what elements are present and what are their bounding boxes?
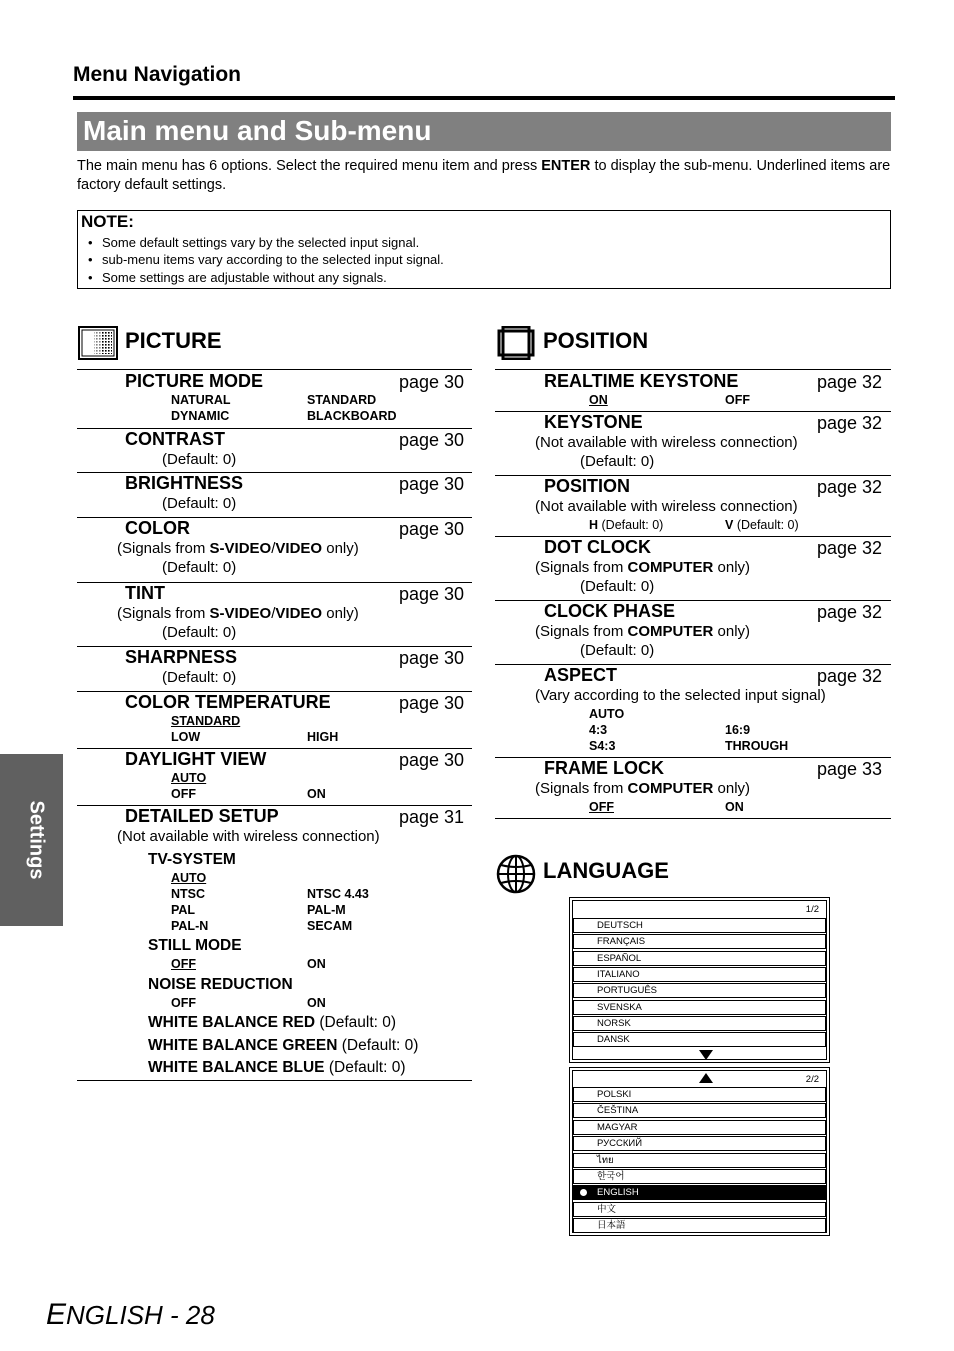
item-label: TINT — [125, 583, 165, 603]
wireless-note: (Not available with wireless connection) — [535, 434, 798, 451]
option: OFF — [725, 393, 750, 407]
color-temperature-item — [77, 692, 472, 749]
page-ref: page 30 — [399, 430, 465, 450]
option: NTSC — [171, 887, 206, 901]
aspect-item — [495, 665, 891, 758]
language-option[interactable]: 한국어 — [573, 1169, 826, 1184]
page-ref: page 31 — [399, 807, 465, 827]
option: THROUGH — [725, 739, 789, 753]
page-title: Main menu and Sub-menu — [83, 115, 432, 146]
default-note: (Default: 0) — [162, 495, 237, 512]
sharpness-item — [77, 647, 472, 692]
aspect-note: (Vary according to the selected input signal) — [535, 687, 826, 704]
title-bar — [77, 112, 891, 151]
default-note: (Default: 0) — [162, 451, 237, 468]
top-rule — [73, 96, 895, 100]
language-option[interactable]: MAGYAR — [573, 1120, 826, 1135]
item-label: DOT CLOCK — [544, 537, 651, 557]
option: AUTO — [589, 707, 625, 721]
signal-note: (Signals from S-VIDEO/VIDEO only) — [117, 540, 359, 557]
item-label: DAYLIGHT VIEW — [125, 749, 267, 769]
item-label: COLOR — [125, 518, 190, 538]
note-item: • Some default settings vary by the selected input signal. — [102, 235, 419, 250]
option: DYNAMIC — [171, 409, 230, 423]
default-note: (Default: 0) — [162, 669, 237, 686]
item-label: CLOCK PHASE — [544, 601, 676, 621]
option: ON — [307, 996, 326, 1010]
option: ON — [307, 787, 326, 801]
language-option[interactable]: ไทย — [573, 1153, 826, 1168]
option: BLACKBOARD — [307, 409, 397, 423]
picture-mode-item — [77, 370, 472, 429]
option-default: ON — [589, 393, 608, 407]
item-label: POSITION — [544, 476, 631, 496]
dot-clock-item — [495, 537, 891, 601]
item-label: ASPECT — [544, 665, 618, 685]
option: SECAM — [307, 919, 353, 933]
sub-item-label: TV-SYSTEM — [148, 851, 236, 868]
wireless-note: (Not available with wireless connection) — [535, 498, 798, 515]
note-item: • Some settings are adjustable without any signals. — [102, 270, 387, 285]
page-indicator: 2/2 — [805, 1074, 819, 1085]
page-ref: page 32 — [817, 477, 883, 497]
clock-phase-item — [495, 601, 891, 665]
language-option[interactable]: РУССКИЙ — [573, 1136, 826, 1151]
language-option[interactable]: POLSKI — [573, 1087, 826, 1102]
settings-side-tab — [0, 754, 63, 926]
item-label: REALTIME KEYSTONE — [544, 371, 739, 391]
language-option[interactable]: ESPAÑOL — [573, 951, 826, 966]
note-title: NOTE: — [81, 212, 134, 231]
item-label: FRAME LOCK — [544, 758, 664, 778]
note-item: • sub-menu items vary according to the selected input signal. — [102, 252, 444, 267]
frame-lock-item — [495, 758, 891, 819]
picture-icon — [78, 326, 118, 360]
item-label: COLOR TEMPERATURE — [125, 692, 331, 712]
language-option[interactable]: PORTUGUÊS — [573, 983, 826, 998]
page-ref: page 32 — [817, 413, 883, 433]
option: PAL-M — [307, 903, 346, 917]
signal-note: (Signals from COMPUTER only) — [535, 559, 751, 576]
daylight-view-item — [77, 749, 472, 806]
option: OFF — [171, 787, 196, 801]
option: 4:3 — [589, 723, 608, 737]
option: NTSC 4.43 — [307, 887, 369, 901]
note-box — [77, 210, 891, 289]
page-ref: page 32 — [817, 372, 883, 392]
default-note: (Default: 0) — [580, 453, 655, 470]
page-ref: page 30 — [399, 750, 465, 770]
option: ON — [307, 957, 326, 971]
page-ref: page 32 — [817, 602, 883, 622]
page-ref: page 32 — [817, 538, 883, 558]
globe-icon — [496, 854, 536, 894]
option-default: STANDARD — [171, 714, 241, 728]
page-ref: page 30 — [399, 584, 465, 604]
page-ref: page 33 — [817, 759, 883, 779]
page-indicator: 1/2 — [805, 904, 819, 915]
contrast-item — [77, 429, 472, 473]
option-default: OFF — [589, 800, 614, 814]
option: OFF — [171, 996, 196, 1010]
section-label: Menu Navigation — [73, 63, 242, 86]
language-option[interactable]: DANSK — [573, 1032, 826, 1047]
scroll-up-icon[interactable] — [699, 1073, 713, 1083]
picture-menu — [77, 369, 472, 1081]
wb-green: WHITE BALANCE GREEN (Default: 0) — [148, 1037, 419, 1054]
page-ref: page 32 — [817, 666, 883, 686]
option-default: AUTO — [171, 871, 207, 885]
language-list-page-2 — [569, 1067, 830, 1236]
sub-item-label: NOISE REDUCTION — [148, 976, 293, 993]
color-item — [77, 518, 472, 583]
signal-note: (Signals from COMPUTER only) — [535, 780, 751, 797]
page-ref: page 30 — [399, 372, 465, 392]
default-note: (Default: 0) — [580, 578, 655, 595]
item-label: KEYSTONE — [544, 412, 643, 432]
language-option[interactable]: ITALIANO — [573, 967, 826, 982]
default-note: (Default: 0) — [162, 559, 237, 576]
position-item — [495, 476, 891, 537]
item-label: DETAILED SETUP — [125, 806, 279, 826]
default-note: (Default: 0) — [580, 642, 655, 659]
page-ref: page 30 — [399, 519, 465, 539]
item-label: BRIGHTNESS — [125, 473, 244, 493]
wb-red: WHITE BALANCE RED (Default: 0) — [148, 1014, 397, 1031]
wireless-note: (Not available with wireless connection) — [117, 828, 380, 845]
option: PAL-N — [171, 919, 209, 933]
language-option[interactable]: DEUTSCH — [573, 918, 826, 933]
realtime-keystone-item — [495, 370, 891, 412]
option-default: OFF — [171, 957, 196, 971]
option: ON — [725, 800, 744, 814]
page-ref: page 30 — [399, 693, 465, 713]
page-ref: page 30 — [399, 474, 465, 494]
default-note: (Default: 0) — [162, 624, 237, 641]
item-label: PICTURE MODE — [125, 371, 264, 391]
keystone-item — [495, 412, 891, 476]
option: 16:9 — [725, 723, 751, 737]
option: NATURAL — [171, 393, 231, 407]
intro-text: The main menu has 6 options. Select the required menu item and press ENTER to display the sub-menu. Underlined items are factory default settings. — [77, 158, 891, 193]
detailed-setup-item — [77, 806, 472, 1081]
brightness-item — [77, 473, 472, 518]
option: S4:3 — [589, 739, 616, 753]
position-menu — [495, 369, 891, 819]
option: LOW — [171, 730, 201, 744]
language-option[interactable]: NORSK — [573, 1016, 826, 1031]
option: HIGH — [307, 730, 339, 744]
scroll-down-icon[interactable] — [699, 1050, 713, 1060]
language-option[interactable]: ČEŠTINA — [573, 1103, 826, 1118]
language-option[interactable]: 日本語 — [573, 1218, 826, 1233]
option-default: AUTO — [171, 771, 207, 785]
language-option[interactable]: FRANÇAIS — [573, 934, 826, 949]
v-default: V (Default: 0) — [725, 518, 799, 532]
signal-note: (Signals from COMPUTER only) — [535, 623, 751, 640]
page-ref: page 30 — [399, 648, 465, 668]
language-option-selected[interactable]: ENGLISH — [573, 1185, 826, 1200]
sub-item-label: STILL MODE — [148, 937, 242, 954]
language-option[interactable]: 中文 — [573, 1202, 826, 1217]
option: STANDARD — [307, 393, 377, 407]
tint-item — [77, 583, 472, 647]
item-label: CONTRAST — [125, 429, 225, 449]
wb-blue: WHITE BALANCE BLUE (Default: 0) — [148, 1059, 406, 1076]
page-footer: ENGLISH - 28 — [46, 1298, 215, 1331]
language-option[interactable]: SVENSKA — [573, 1000, 826, 1015]
item-label: SHARPNESS — [125, 647, 238, 667]
language-list-page-1 — [569, 897, 830, 1063]
position-icon — [496, 326, 536, 360]
option: PAL — [171, 903, 196, 917]
h-default: H (Default: 0) — [589, 518, 664, 532]
signal-note: (Signals from S-VIDEO/VIDEO only) — [117, 605, 359, 622]
side-tab-label: Settings — [25, 800, 48, 880]
